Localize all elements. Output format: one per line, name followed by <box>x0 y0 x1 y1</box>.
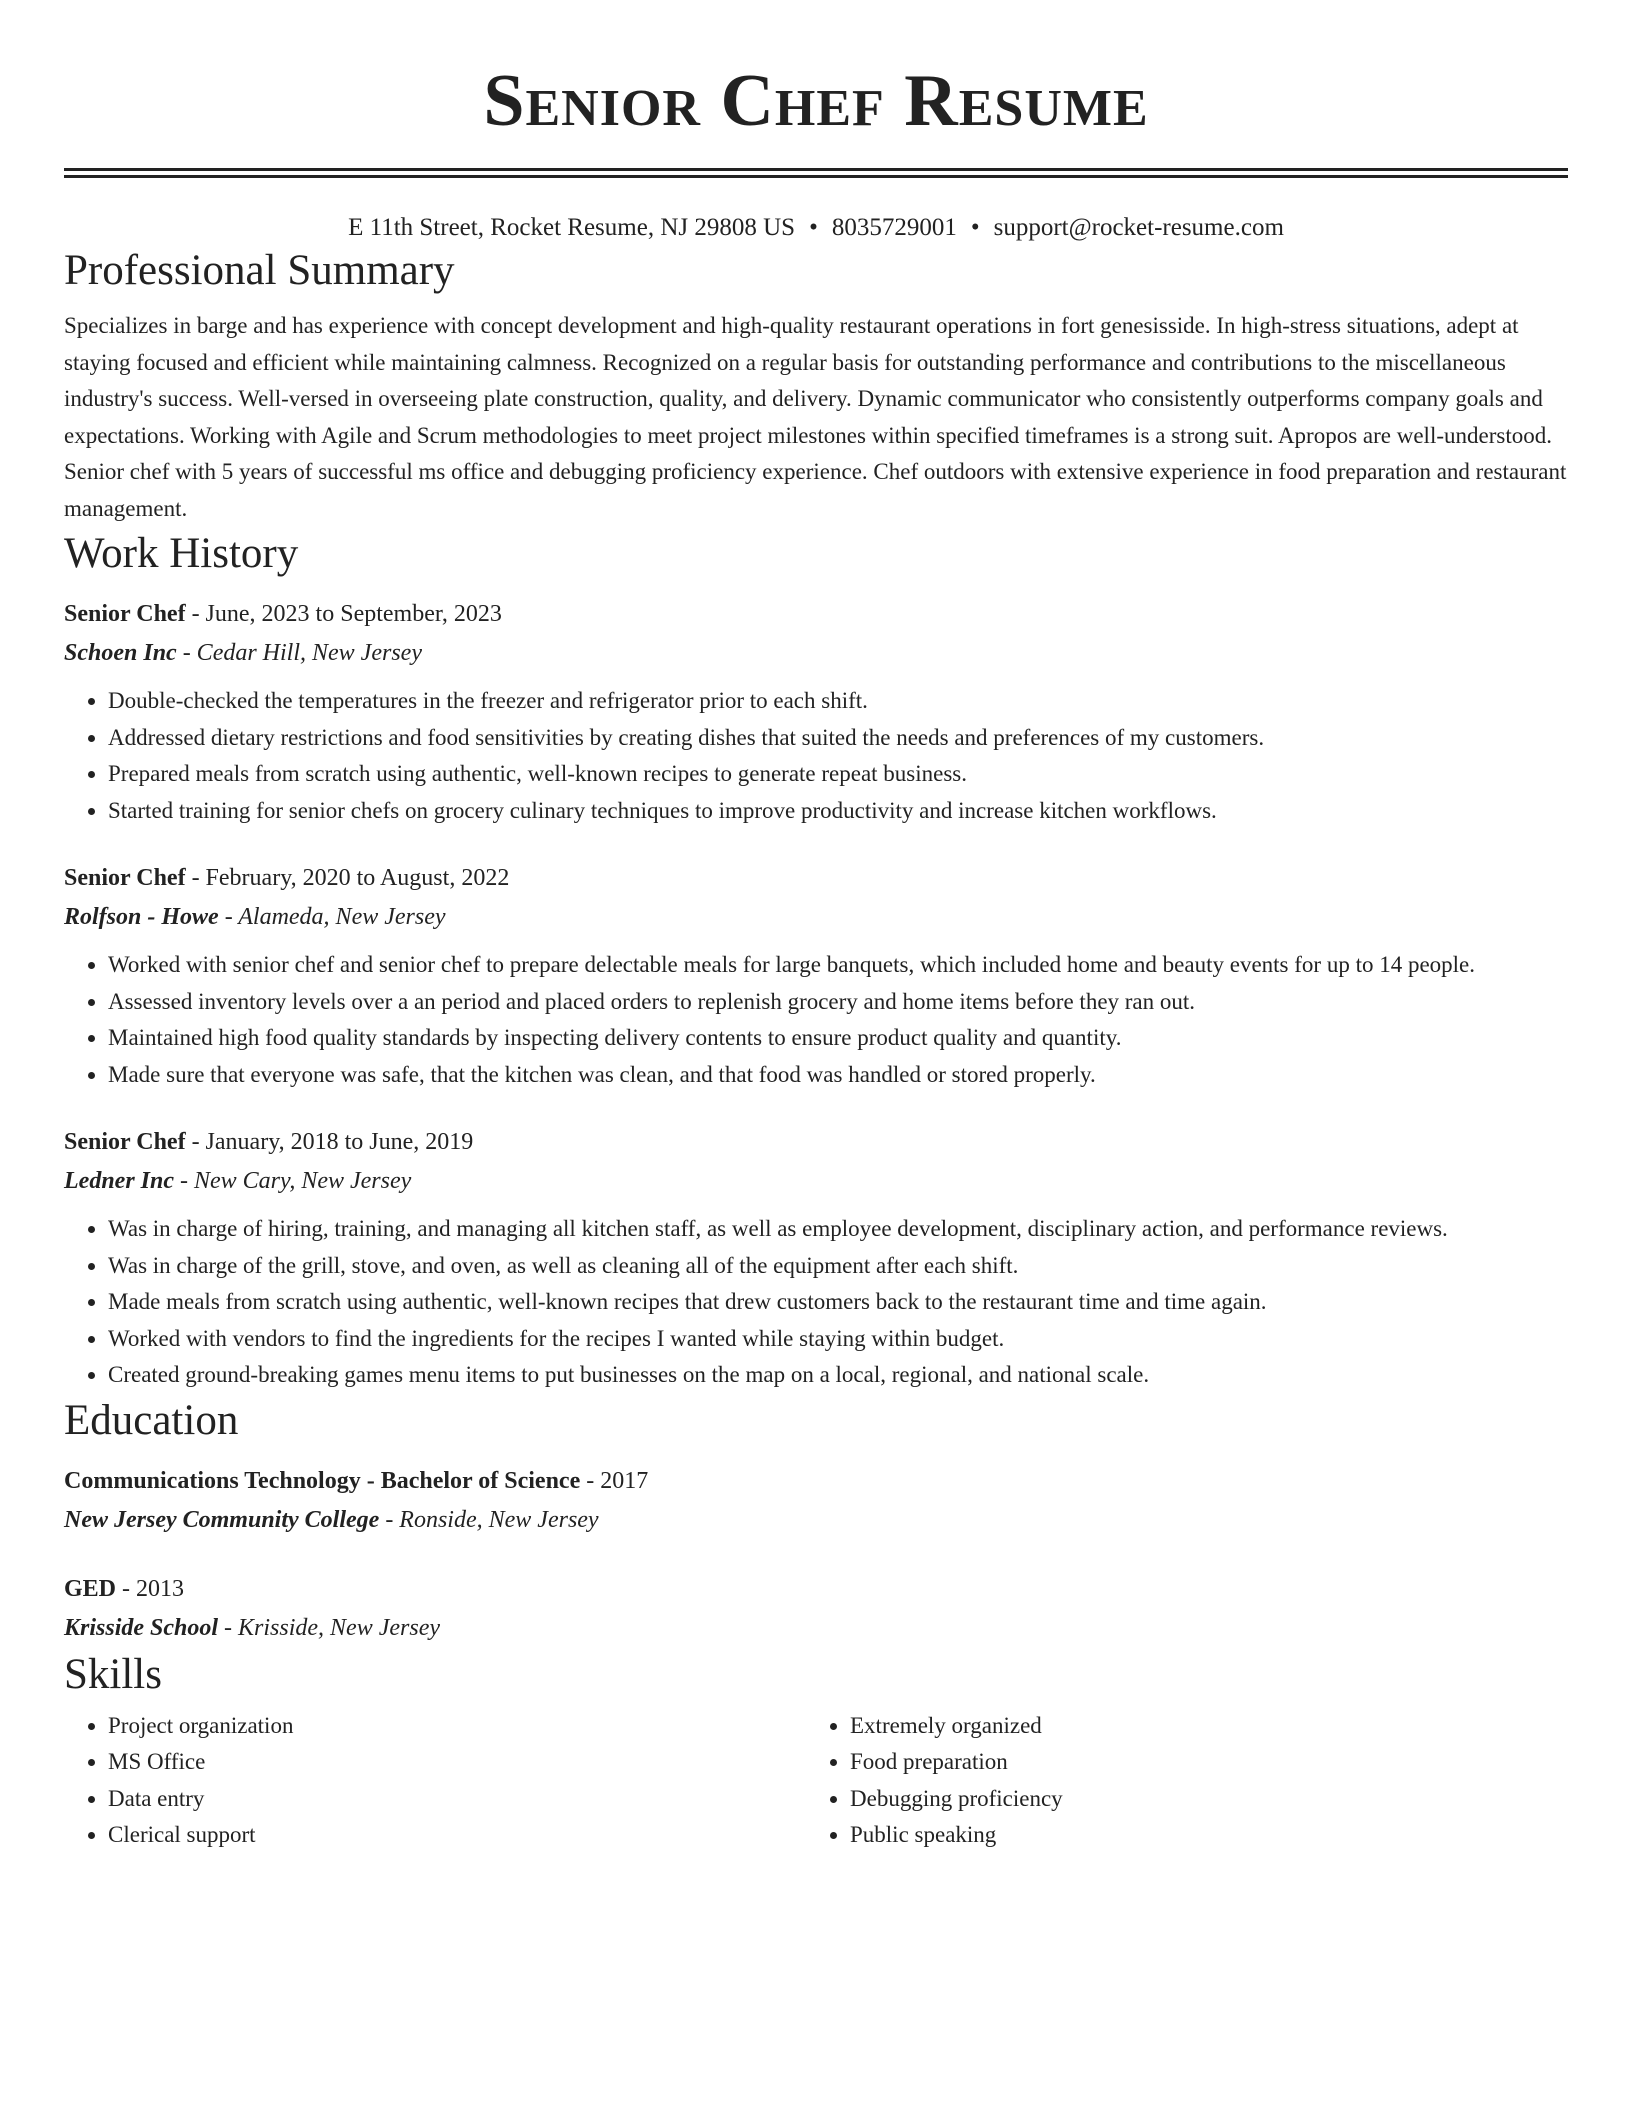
education-degree: GED <box>64 1575 117 1602</box>
job-title-line <box>64 595 1568 633</box>
title-double-rule <box>64 168 1568 178</box>
job-dates: - January, 2018 to June, 2019 <box>185 1129 474 1155</box>
job-company: Rolfson - Howe <box>64 904 219 930</box>
skill-item: • Extremely organized <box>850 1708 1548 1745</box>
job-company: Ledner Inc <box>64 1168 174 1194</box>
job-bullet: • Created ground-breaking games menu items to put businesses on the map on a local, regional, and national scale. <box>108 1357 1568 1394</box>
job-dates: - June, 2023 to September, 2023 <box>185 601 502 627</box>
job-bullet: • Worked with vendors to find the ingredients for the recipes I wanted while staying within budget. <box>108 1321 1568 1358</box>
skill-item: • Project organization <box>108 1708 806 1745</box>
contact-separator: • <box>809 214 818 241</box>
section-heading-work-history: Work History <box>64 530 299 577</box>
job-bullet: • Was in charge of hiring, training, and managing all kitchen staff, as well as employee development, disciplinary action, and performance reviews. <box>108 1211 1568 1248</box>
job-bullets <box>64 1211 1568 1394</box>
section-heading-summary: Professional Summary <box>64 247 455 294</box>
section-heading-skills: Skills <box>64 1650 162 1698</box>
skills-columns <box>64 1708 1568 1854</box>
skill-item: • Food preparation <box>850 1744 1548 1781</box>
job-location: - New Cary, New Jersey <box>174 1168 412 1194</box>
education-school-line <box>64 1500 1568 1540</box>
education-degree-line <box>64 1570 1568 1608</box>
skill-item: • Data entry <box>108 1781 806 1818</box>
job-bullet: • Double-checked the temperatures in the freezer and refrigerator prior to each shift. <box>108 683 1568 720</box>
summary-text: Specializes in barge and has experience with concept development and high-quality restaurant operations in fort genesisside. In high-stress situations, adept at staying focused and efficient while maintaining calmness. Recognized on a regular basis for outstanding performance and contributions to the miscellaneous industry's success. Well-versed in overseeing plate construction, quality, and delivery. Dynamic communicator who consistently outperforms company goals and expectations. Working with Agile and Scrum methodologies to meet project milestones within specified timeframes is a strong suit. Apropos are well-understood. Senior chef with 5 years of successful ms office and debugging proficiency experience. Chef outdoors with extensive experience in food preparation and restaurant management. <box>64 313 1567 521</box>
job-title-line <box>64 859 1568 897</box>
resume-title: Senior Chef Resume <box>483 60 1149 142</box>
contact-email: support@rocket-resume.com <box>993 214 1284 241</box>
skill-item: • Public speaking <box>850 1817 1548 1854</box>
job-entry <box>64 1123 1568 1394</box>
job-company-line <box>64 633 1568 673</box>
skill-item: • MS Office <box>108 1744 806 1781</box>
education-location: - Ronside, New Jersey <box>379 1506 599 1533</box>
education-year: - 2013 <box>116 1575 185 1602</box>
education-degree: Communications Technology - Bachelor of Science <box>64 1467 581 1494</box>
education-entry <box>64 1570 1568 1648</box>
job-bullets <box>64 947 1568 1093</box>
job-role: Senior Chef <box>64 1129 186 1155</box>
section-heading-education: Education <box>64 1396 239 1444</box>
job-bullet: • Made sure that everyone was safe, that the kitchen was clean, and that food was handled or stored properly. <box>108 1057 1568 1094</box>
job-bullet: • Made meals from scratch using authentic, well-known recipes that drew customers back to the restaurant time and time again. <box>108 1284 1568 1321</box>
education-degree-line <box>64 1462 1568 1500</box>
job-company-line <box>64 1161 1568 1201</box>
job-bullets <box>64 683 1568 829</box>
education-location: - Krisside, New Jersey <box>218 1614 440 1641</box>
job-bullet: • Assessed inventory levels over a an period and placed orders to replenish grocery and home items before they ran out. <box>108 984 1568 1021</box>
job-company: Schoen Inc <box>64 640 177 666</box>
skills-right-column <box>806 1708 1548 1854</box>
job-bullet: • Maintained high food quality standards by inspecting delivery contents to ensure product quality and quantity. <box>108 1020 1568 1057</box>
skills-left-column <box>64 1708 806 1854</box>
job-title-line <box>64 1123 1568 1161</box>
education-school: New Jersey Community College <box>64 1506 380 1533</box>
contact-separator: • <box>970 214 980 241</box>
job-dates: - February, 2020 to August, 2022 <box>185 865 510 891</box>
job-role: Senior Chef <box>64 601 186 627</box>
job-bullet: • Worked with senior chef and senior chef to prepare delectable meals for large banquets, which included home and beauty events for up to 14 people. <box>108 947 1568 984</box>
skill-item: • Clerical support <box>108 1817 806 1854</box>
job-bullet: • Prepared meals from scratch using authentic, well-known recipes to generate repeat business. <box>108 756 1568 793</box>
job-location: - Alameda, New Jersey <box>218 904 446 930</box>
education-entry <box>64 1462 1568 1540</box>
contact-phone: 8035729001 <box>831 214 957 241</box>
job-entry <box>64 859 1568 1093</box>
job-bullet: • Was in charge of the grill, stove, and oven, as well as cleaning all of the equipment after each shift. <box>108 1248 1568 1285</box>
education-school-line <box>64 1608 1568 1648</box>
contact-line <box>64 212 1568 244</box>
job-bullet: • Addressed dietary restrictions and food sensitivities by creating dishes that suited the needs and preferences of my customers. <box>108 720 1568 757</box>
job-entry <box>64 595 1568 829</box>
education-school: Krisside School <box>64 1614 219 1641</box>
job-role: Senior Chef <box>64 865 186 891</box>
contact-address: E 11th Street, Rocket Resume, NJ 29808 US <box>348 214 796 241</box>
job-bullet: • Started training for senior chefs on grocery culinary techniques to improve productivity and increase kitchen workflows. <box>108 793 1568 830</box>
skill-item: • Debugging proficiency <box>850 1781 1548 1818</box>
job-company-line <box>64 897 1568 937</box>
job-location: - Cedar Hill, New Jersey <box>176 640 422 666</box>
education-year: - 2017 <box>580 1467 649 1494</box>
